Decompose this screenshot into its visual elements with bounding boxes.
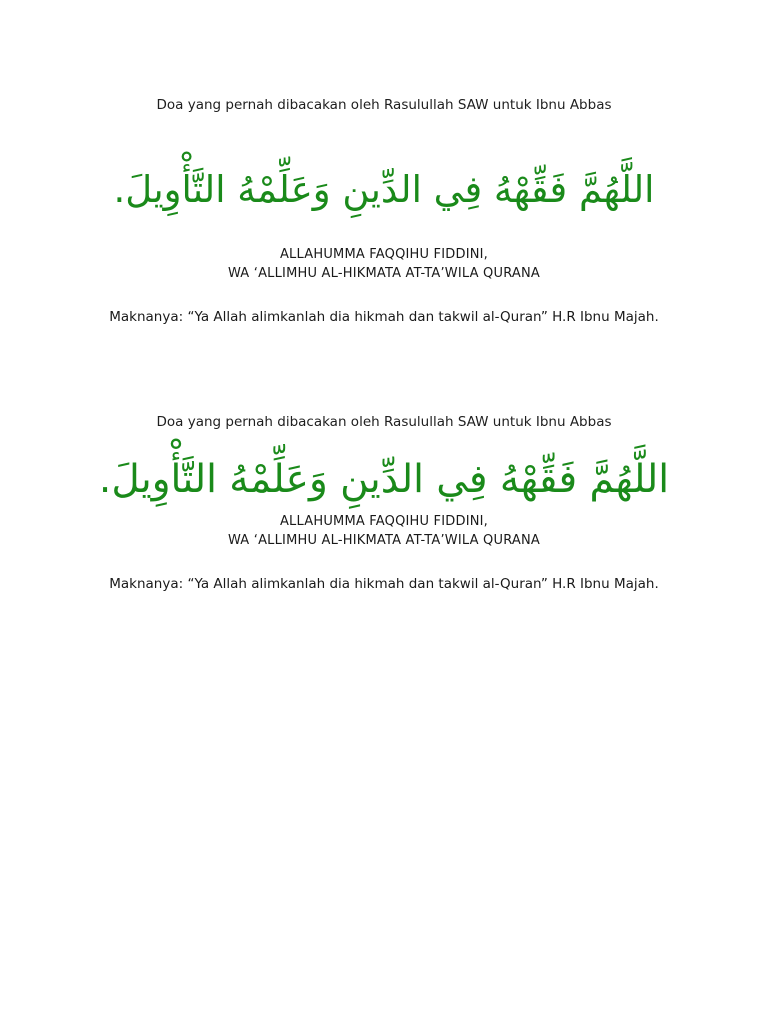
- section-1-transliteration-line-2: WA ‘ALLIMHU AL-HIKMATA AT-TA’WILA QURANA: [227, 266, 541, 281]
- section-2-arabic-prayer: اللَّهُمَّ فَقِّهْهُ فِي الدِّينِ وَعَلِّمْهُ التَّأْوِيلَ.: [98, 457, 670, 502]
- section-1-arabic-prayer: اللَّهُمَّ فَقِّهْهُ فِي الدِّينِ وَعَلِّمْهُ التَّأْوِيلَ.: [113, 168, 655, 211]
- section-1-heading: Doa yang pernah dibacakan oleh Rasulullah SAW untuk Ibnu Abbas: [156, 97, 612, 113]
- section-1-transliteration-line-1: ALLAHUMMA FAQQIHU FIDDINI,: [279, 247, 489, 262]
- section-2-meaning: Maknanya: “Ya Allah alimkanlah dia hikmah dan takwil al-Quran” H.R Ibnu Majah.: [109, 576, 659, 592]
- section-1-meaning: Maknanya: “Ya Allah alimkanlah dia hikmah dan takwil al-Quran” H.R Ibnu Majah.: [109, 309, 659, 325]
- section-2-heading: Doa yang pernah dibacakan oleh Rasulullah SAW untuk Ibnu Abbas: [156, 414, 612, 430]
- section-2-transliteration-line-2: WA ‘ALLIMHU AL-HIKMATA AT-TA’WILA QURANA: [227, 533, 541, 548]
- section-2-transliteration-line-1: ALLAHUMMA FAQQIHU FIDDINI,: [279, 514, 489, 529]
